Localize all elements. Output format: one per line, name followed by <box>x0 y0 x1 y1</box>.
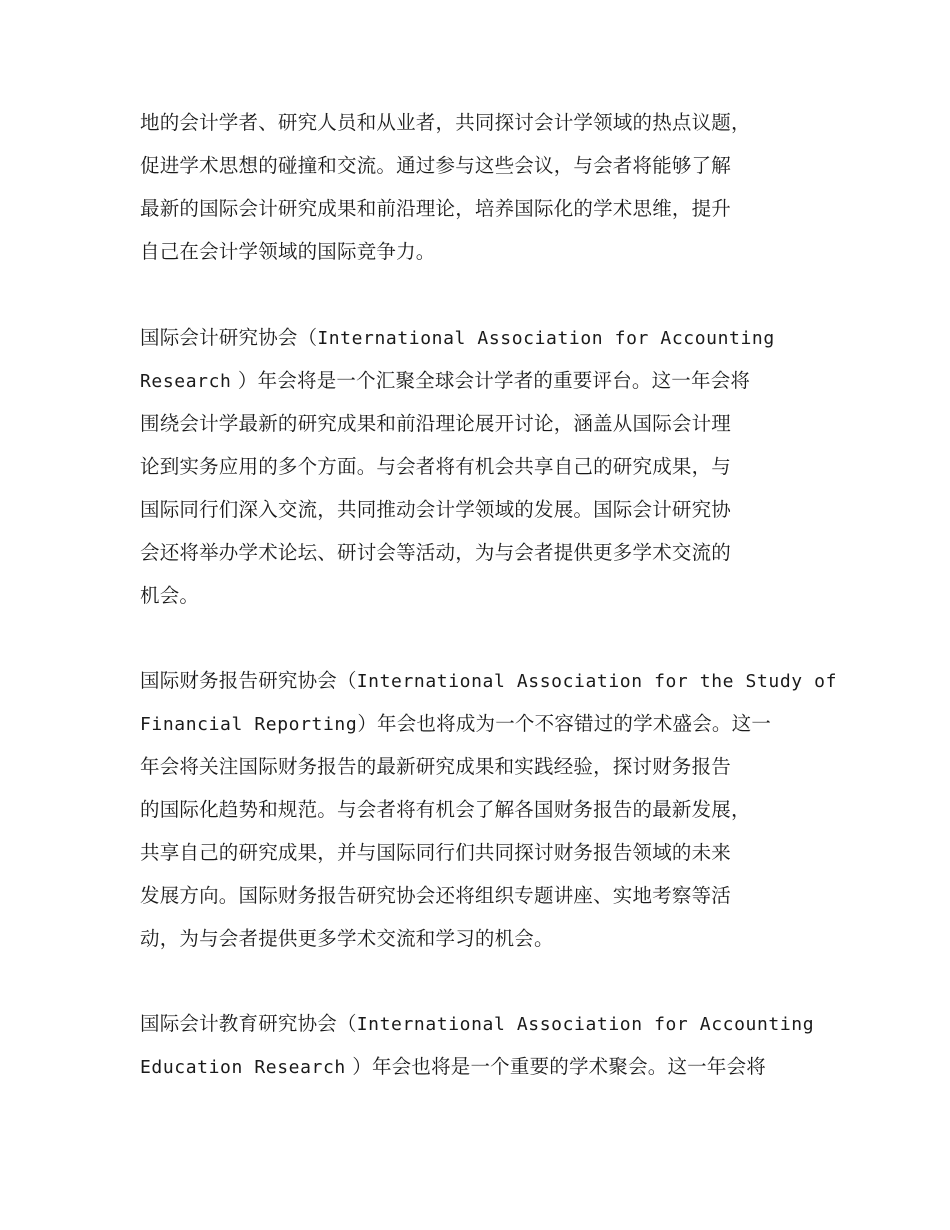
paragraph-2-line-2: Research ）年会将是一个汇聚全球会计学者的重要评台。这一年会将 <box>140 369 751 392</box>
paragraph-2-line-4: 论到实务应用的多个方面。与会者将有机会共享自己的研究成果，与 <box>140 455 732 478</box>
paragraph-1-line-1: 地的会计学者、研究人员和从业者，共同探讨会计学领域的热点议题， <box>140 111 751 134</box>
paragraph-2-line-1: 国际会计研究协会（International Association for Accounting <box>140 326 775 349</box>
paragraph-2-line-7: 机会。 <box>140 584 200 607</box>
paragraph-1-line-2: 促进学术思想的碰撞和交流。通过参与这些会议，与会者将能够了解 <box>140 154 732 177</box>
paragraph-2-line-5: 国际同行们深入交流，共同推动会计学领域的发展。国际会计研究协 <box>140 498 732 521</box>
paragraph-3-line-2: Financial Reporting）年会也将成为一个不容错过的学术盛会。这一 <box>140 712 772 735</box>
paragraph-2-line-3: 围绕会计学最新的研究成果和前沿理论展开讨论，涵盖从国际会计理 <box>140 412 732 435</box>
paragraph-4-line-1: 国际会计教育研究协会（International Association for Accounting <box>140 1012 815 1035</box>
paragraph-4-line-2: Education Research ）年会也将是一个重要的学术聚会。这一年会将 <box>140 1055 766 1078</box>
paragraph-3-line-7: 动，为与会者提供更多学术交流和学习的机会。 <box>140 927 554 950</box>
paragraph-3-line-3: 年会将关注国际财务报告的最新研究成果和实践经验，探讨财务报告 <box>140 755 732 778</box>
paragraph-2-line-6: 会还将举办学术论坛、研讨会等活动，为与会者提供更多学术交流的 <box>140 541 732 564</box>
paragraph-1-line-4: 自己在会计学领域的国际竞争力。 <box>140 240 436 263</box>
paragraph-3-line-1: 国际财务报告研究协会（International Association for the Study of <box>140 669 838 692</box>
paragraph-3-line-4: 的国际化趋势和规范。与会者将有机会了解各国财务报告的最新发展， <box>140 798 751 821</box>
paragraph-3-line-5: 共享自己的研究成果，并与国际同行们共同探讨财务报告领域的未来 <box>140 841 732 864</box>
paragraph-1-line-3: 最新的国际会计研究成果和前沿理论，培养国际化的学术思维，提升 <box>140 197 732 220</box>
paragraph-3-line-6: 发展方向。国际财务报告研究协会还将组织专题讲座、实地考察等活 <box>140 884 732 907</box>
